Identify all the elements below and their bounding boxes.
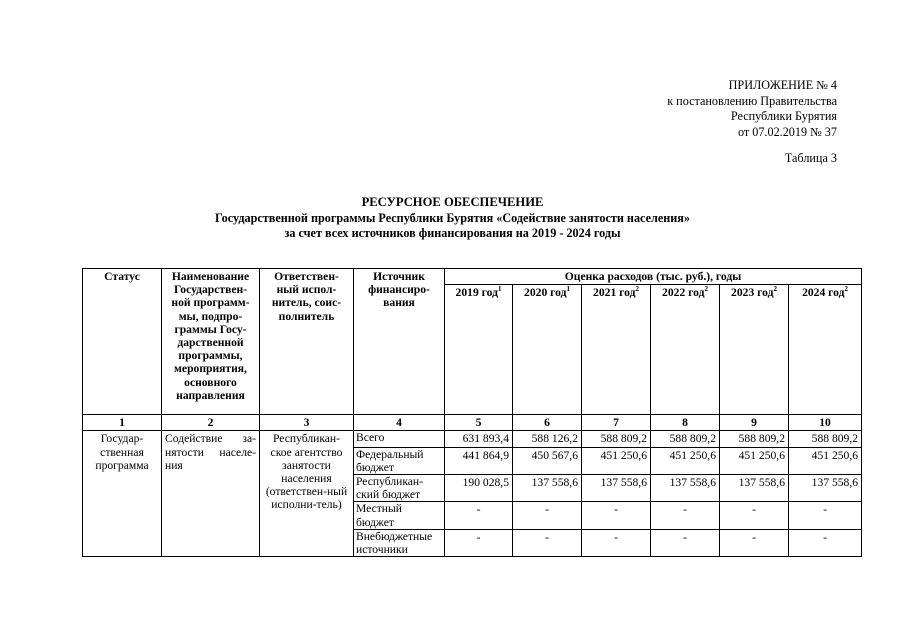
source-label: Всего bbox=[354, 431, 445, 447]
value-cell: 451 250,6 bbox=[720, 447, 789, 474]
header-year-4: 2022 год$^2$ bbox=[651, 285, 720, 415]
value-cell: 450 567,6 bbox=[513, 447, 582, 474]
resources-table bbox=[82, 268, 862, 557]
title-line-1: РЕСУРСНОЕ ОБЕСПЕЧЕНИЕ bbox=[361, 195, 544, 209]
header-name: Наименование Государствен-ной программ-мы, подпро-граммы Госу-дарственной программы, мероприятия, основного направления bbox=[162, 269, 260, 415]
value-cell: - bbox=[651, 529, 720, 556]
column-number: 2 bbox=[162, 415, 260, 431]
header-row-1 bbox=[83, 269, 862, 285]
header-year-1: 2019 год$^1$ bbox=[445, 285, 513, 415]
source-label: Республикан-ский бюджет bbox=[354, 475, 445, 502]
row-responsible: Республикан-ское агентство занятости населения (ответствен-ный исполни-тель) bbox=[260, 431, 354, 557]
value-cell: - bbox=[513, 529, 582, 556]
footnote-mark: 2 bbox=[704, 285, 708, 294]
header-year-3: 2021 год$^2$ bbox=[582, 285, 651, 415]
appendix-block bbox=[667, 78, 837, 140]
value-cell: - bbox=[582, 502, 651, 529]
source-label: Местный бюджет bbox=[354, 502, 445, 529]
title-line-3: за счет всех источников финансирования на 2019 - 2024 годы bbox=[284, 226, 621, 240]
value-cell: 137 558,6 bbox=[651, 475, 720, 502]
column-number-row bbox=[83, 415, 862, 431]
value-cell: 451 250,6 bbox=[789, 447, 862, 474]
column-number: 7 bbox=[582, 415, 651, 431]
value-cell: 137 558,6 bbox=[720, 475, 789, 502]
column-number: 6 bbox=[513, 415, 582, 431]
footnote-mark: 2 bbox=[773, 285, 777, 294]
column-number: 5 bbox=[445, 415, 513, 431]
value-cell: - bbox=[789, 529, 862, 556]
appendix-title: ПРИЛОЖЕНИЕ № 4 bbox=[728, 78, 837, 92]
header-responsible: Ответствен-ный испол-нитель, соис-полнитель bbox=[260, 269, 354, 415]
value-cell: - bbox=[651, 502, 720, 529]
value-cell: 588 126,2 bbox=[513, 431, 582, 447]
footnote-mark: 1 bbox=[566, 285, 570, 294]
footnote-mark: 2 bbox=[635, 285, 639, 294]
column-number: 8 bbox=[651, 415, 720, 431]
header-year-6: 2024 год$^2$ bbox=[789, 285, 862, 415]
column-number: 3 bbox=[260, 415, 354, 431]
header-year-5: 2023 год$^2$ bbox=[720, 285, 789, 415]
appendix-date-line: от 07.02.2019 № 37 bbox=[737, 124, 837, 139]
value-cell: 588 809,2 bbox=[720, 431, 789, 447]
header-source: Источник финансиро-вания bbox=[354, 269, 445, 415]
value-cell: - bbox=[789, 502, 862, 529]
appendix-government-line: Республики Бурятия bbox=[730, 109, 837, 123]
header-year-2: 2020 год$^1$ bbox=[513, 285, 582, 415]
value-cell: 190 028,5 bbox=[445, 475, 513, 502]
row-name: Содействие за-нятости населе-ния bbox=[162, 431, 260, 557]
appendix-decree-line: к постановлению Правительства bbox=[667, 93, 837, 108]
value-cell: - bbox=[445, 502, 513, 529]
source-label: Федеральный бюджет bbox=[354, 447, 445, 474]
document-title bbox=[0, 195, 905, 242]
value-cell: 451 250,6 bbox=[582, 447, 651, 474]
header-status: Статус bbox=[83, 269, 162, 415]
value-cell: 451 250,6 bbox=[651, 447, 720, 474]
footnote-mark: 2 bbox=[844, 285, 848, 294]
value-cell: 631 893,4 bbox=[445, 431, 513, 447]
value-cell: 588 809,2 bbox=[789, 431, 862, 447]
table-row bbox=[83, 431, 862, 447]
value-cell: - bbox=[582, 529, 651, 556]
row-status: Государ-ственная программа bbox=[83, 431, 162, 557]
table-number: Таблица 3 bbox=[784, 151, 837, 165]
column-number: 9 bbox=[720, 415, 789, 431]
value-cell: - bbox=[445, 529, 513, 556]
title-line-2: Государственной программы Республики Бурятия «Содействие занятости населения» bbox=[214, 210, 690, 225]
footnote-mark: 1 bbox=[497, 285, 502, 294]
value-cell: 588 809,2 bbox=[651, 431, 720, 447]
header-estimate: Оценка расходов (тыс. руб.), годы bbox=[445, 269, 862, 285]
value-cell: - bbox=[513, 502, 582, 529]
value-cell: 137 558,6 bbox=[582, 475, 651, 502]
column-number: 10 bbox=[789, 415, 862, 431]
source-label: Внебюджетные источники bbox=[354, 529, 445, 556]
column-number: 4 bbox=[354, 415, 445, 431]
value-cell: 588 809,2 bbox=[582, 431, 651, 447]
value-cell: 137 558,6 bbox=[789, 475, 862, 502]
value-cell: - bbox=[720, 502, 789, 529]
value-cell: 441 864,9 bbox=[445, 447, 513, 474]
value-cell: 137 558,6 bbox=[513, 475, 582, 502]
column-number: 1 bbox=[83, 415, 162, 431]
value-cell: - bbox=[720, 529, 789, 556]
